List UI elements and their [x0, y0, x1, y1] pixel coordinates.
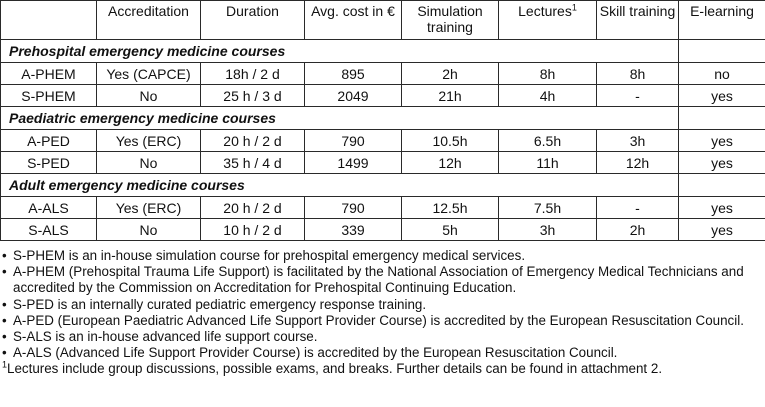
note-item: [2, 248, 762, 264]
table-cell: -: [597, 85, 679, 107]
table-cell: 12h: [597, 152, 679, 174]
section-row: [1, 174, 765, 197]
table-cell: 8h: [597, 63, 679, 85]
header-cell-cost: Avg. cost in €: [305, 1, 402, 40]
bullet-icon: •: [2, 345, 7, 361]
bullet-icon: •: [2, 296, 7, 312]
note-item: [2, 264, 762, 296]
note-text: S-PHEM is an in-house simulation course for prehospital emergency medical services.: [13, 248, 526, 263]
footnote: [2, 361, 762, 377]
note-item: [2, 297, 762, 313]
note-text: A-PED (European Paediatric Advanced Life Support Provider Course) is accredited by the European Resuscitation Council.: [13, 312, 744, 328]
section-title: Adult emergency medicine courses: [1, 174, 679, 197]
table-cell: yes: [679, 152, 765, 174]
footnote-marker: 1: [571, 2, 577, 13]
table-cell: 20 h / 2 d: [201, 197, 305, 219]
header-cell-skill: Skill training: [597, 1, 679, 40]
table-cell: yes: [679, 197, 765, 219]
table-cell: 339: [305, 219, 402, 241]
table-row: [1, 219, 765, 241]
table-cell: 12.5h: [402, 197, 499, 219]
header-row: [1, 1, 765, 40]
table-cell: 20 h / 2 d: [201, 130, 305, 152]
table-row: [1, 63, 765, 85]
table-cell: 790: [305, 197, 402, 219]
footnote-text: Lectures include group discussions, possible exams, and breaks. Further details can be found in attachment 2.: [7, 361, 663, 377]
table-cell: 3h: [499, 219, 597, 241]
section-title: Paediatric emergency medicine courses: [1, 107, 679, 130]
table-cell: 35 h / 4 d: [201, 152, 305, 174]
table-cell: 10 h / 2 d: [201, 219, 305, 241]
table-cell: 10.5h: [402, 130, 499, 152]
table-cell: yes: [679, 85, 765, 107]
bullet-icon: •: [2, 264, 7, 280]
table-cell: 5h: [402, 219, 499, 241]
note-list: [2, 248, 762, 361]
table-cell: 11h: [499, 152, 597, 174]
table-cell: 8h: [499, 63, 597, 85]
table-cell: 2h: [402, 63, 499, 85]
header-cell-lectures: [499, 1, 597, 40]
footnote-number: 1: [2, 359, 8, 370]
table-cell: 1499: [305, 152, 402, 174]
table-cell: 790: [305, 130, 402, 152]
table-cell: S-PHEM: [1, 85, 97, 107]
table-cell: No: [97, 85, 201, 107]
table-cell: 4h: [499, 85, 597, 107]
table-cell: Yes (CAPCE): [97, 63, 201, 85]
table-cell: A-ALS: [1, 197, 97, 219]
header-cell-elearning: E-learning: [679, 1, 765, 40]
section-blank-cell: [679, 174, 765, 197]
header-lectures-label: Lectures: [518, 3, 572, 19]
table-row: [1, 85, 765, 107]
table-cell: no: [679, 63, 765, 85]
section-blank-cell: [679, 107, 765, 130]
table-cell: Yes (ERC): [97, 130, 201, 152]
bullet-icon: •: [2, 248, 7, 263]
bullet-icon: •: [2, 329, 7, 345]
note-item: [2, 345, 762, 361]
table-cell: 12h: [402, 152, 499, 174]
table-cell: 6.5h: [499, 130, 597, 152]
section-row: [1, 107, 765, 130]
table-cell: A-PED: [1, 130, 97, 152]
table-cell: No: [97, 219, 201, 241]
section-blank-cell: [679, 40, 765, 63]
notes-section: [2, 248, 762, 378]
note-item: [2, 313, 762, 329]
table-cell: S-PED: [1, 152, 97, 174]
table-cell: yes: [679, 130, 765, 152]
note-text: A-ALS (Advanced Life Support Provider Course) is accredited by the European Resuscitation Council.: [13, 345, 618, 361]
table-cell: 7.5h: [499, 197, 597, 219]
header-cell-duration: Duration: [201, 1, 305, 40]
table-cell: 25 h / 3 d: [201, 85, 305, 107]
bullet-icon: •: [2, 312, 7, 328]
table-cell: Yes (ERC): [97, 197, 201, 219]
table-cell: A-PHEM: [1, 63, 97, 85]
table-cell: 18h / 2 d: [201, 63, 305, 85]
section-row: [1, 40, 765, 63]
header-cell-simulation: Simulation training: [402, 1, 499, 40]
table-row: [1, 130, 765, 152]
note-item: [2, 329, 762, 345]
table-cell: yes: [679, 219, 765, 241]
table-cell: 3h: [597, 130, 679, 152]
note-text: S-PED is an internally curated pediatric emergency response training.: [13, 296, 427, 312]
table-row: [1, 197, 765, 219]
header-cell-accreditation: Accreditation: [97, 1, 201, 40]
table-cell: 2h: [597, 219, 679, 241]
table-cell: 2049: [305, 85, 402, 107]
table-cell: 895: [305, 63, 402, 85]
note-text: A-PHEM (Prehospital Trauma Life Support) is facilitated by the National Association of Emergency Medical Technicians and accredited by the Commission on Accreditation for Prehospital Continuing Education.: [13, 264, 744, 296]
table-cell: No: [97, 152, 201, 174]
note-text: S-ALS is an in-house advanced life support course.: [13, 329, 318, 345]
table-body: [1, 40, 765, 241]
section-title: Prehospital emergency medicine courses: [1, 40, 679, 63]
table-cell: S-ALS: [1, 219, 97, 241]
header-cell-course: [1, 1, 97, 40]
table-cell: 21h: [402, 85, 499, 107]
table-cell: -: [597, 197, 679, 219]
table-row: [1, 152, 765, 174]
